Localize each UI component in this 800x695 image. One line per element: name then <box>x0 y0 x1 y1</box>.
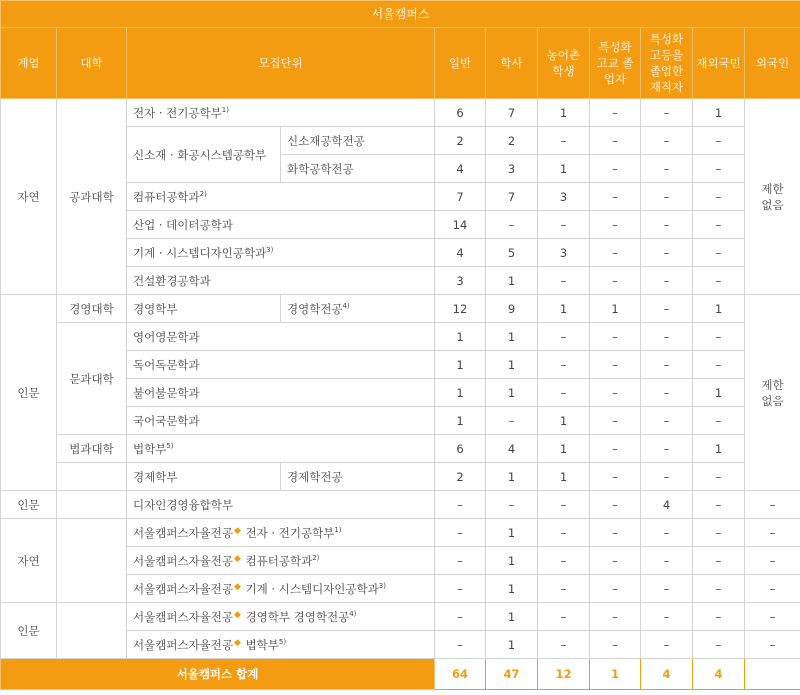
header-general: 일반 <box>435 28 486 99</box>
value-cell: 7 <box>486 99 538 127</box>
value-cell: 4 <box>641 491 693 519</box>
value-cell: – <box>538 631 590 659</box>
value-cell: 1 <box>486 603 538 631</box>
value-cell: – <box>435 547 486 575</box>
value-cell: – <box>538 323 590 351</box>
foreign-cell: 제한 없음 <box>745 99 800 295</box>
value-cell: – <box>693 631 745 659</box>
value-cell: – <box>538 519 590 547</box>
college-cell: 문과대학 <box>57 323 127 435</box>
value-cell: – <box>486 491 538 519</box>
unit-cell: 산업 · 데이터공학과 <box>127 211 435 239</box>
value-cell: – <box>641 127 693 155</box>
header-field: 계열 <box>1 28 57 99</box>
college-cell: 법과대학 <box>57 435 127 463</box>
value-cell: 2 <box>486 127 538 155</box>
value-cell: – <box>693 351 745 379</box>
value-cell: 1 <box>486 267 538 295</box>
field-cell: 인문 <box>1 603 57 659</box>
value-cell: 2 <box>435 463 486 491</box>
value-cell: – <box>590 491 641 519</box>
value-cell: – <box>641 295 693 323</box>
college-cell-empty <box>57 491 127 519</box>
unit-cell: 건설환경공학과 <box>127 267 435 295</box>
value-cell: – <box>641 155 693 183</box>
diamond-icon: ◆ <box>233 609 241 620</box>
value-cell: – <box>641 267 693 295</box>
header-bachelor: 학사 <box>486 28 538 99</box>
value-cell: – <box>435 519 486 547</box>
diamond-icon: ◆ <box>233 525 241 536</box>
value-cell: – <box>693 463 745 491</box>
value-cell: – <box>693 547 745 575</box>
value-cell: 4 <box>486 435 538 463</box>
table-row <box>1 435 800 463</box>
value-cell: 14 <box>435 211 486 239</box>
value-cell: – <box>693 183 745 211</box>
value-cell: 4 <box>435 239 486 267</box>
value-cell: – <box>590 351 641 379</box>
total-value: 4 <box>641 659 693 690</box>
value-cell: 1 <box>538 99 590 127</box>
unit-cell: 서울캠퍼스자율전공◆ 기계 · 시스템디자인공학과$^{3)}$ <box>127 575 435 603</box>
unit-cell: 기계 · 시스템디자인공학과$^{3)}$ <box>127 239 435 267</box>
value-cell: – <box>590 99 641 127</box>
foreign-cell: 제한 없음 <box>745 295 800 491</box>
value-cell: 1 <box>435 407 486 435</box>
value-cell: 1 <box>538 463 590 491</box>
header-rural: 농어촌 학생 <box>538 28 590 99</box>
value-cell: 4 <box>435 155 486 183</box>
value-cell: – <box>590 547 641 575</box>
total-value: 4 <box>693 659 745 690</box>
value-cell: – <box>435 631 486 659</box>
value-cell: 2 <box>435 127 486 155</box>
value-cell: – <box>641 407 693 435</box>
value-cell: 1 <box>693 99 745 127</box>
value-cell: – <box>745 547 800 575</box>
header-employed: 특성화 고등을 졸업한 재직자 <box>641 28 693 99</box>
value-cell: – <box>641 211 693 239</box>
value-cell: 1 <box>486 575 538 603</box>
unit-cell: 경제학부 <box>127 463 281 491</box>
value-cell: – <box>435 491 486 519</box>
value-cell: 3 <box>538 239 590 267</box>
value-cell: – <box>693 603 745 631</box>
field-cell: 자연 <box>1 519 57 603</box>
value-cell: – <box>590 379 641 407</box>
value-cell: – <box>641 575 693 603</box>
value-cell: 3 <box>538 183 590 211</box>
value-cell: – <box>435 603 486 631</box>
college-cell-empty <box>57 603 127 659</box>
value-cell: – <box>693 407 745 435</box>
value-cell: – <box>590 575 641 603</box>
value-cell: – <box>590 267 641 295</box>
unit-cell: 디자인경영융합학부 <box>127 491 435 519</box>
value-cell: – <box>538 575 590 603</box>
value-cell: 1 <box>486 463 538 491</box>
value-cell: – <box>745 519 800 547</box>
value-cell: – <box>641 603 693 631</box>
college-cell: 공과대학 <box>57 99 127 295</box>
value-cell: – <box>590 631 641 659</box>
value-cell: – <box>641 631 693 659</box>
value-cell: – <box>590 463 641 491</box>
table-title: 서울캠퍼스 <box>1 1 800 28</box>
college-cell-empty <box>57 463 127 491</box>
value-cell: – <box>641 547 693 575</box>
value-cell: – <box>486 407 538 435</box>
unit-cell: 경영학부 <box>127 295 281 323</box>
value-cell: 1 <box>538 435 590 463</box>
value-cell: – <box>538 547 590 575</box>
field-cell: 인문 <box>1 295 57 491</box>
unit-cell: 불어불문학과 <box>127 379 435 407</box>
value-cell: 1 <box>486 351 538 379</box>
value-cell: 1 <box>590 295 641 323</box>
header-foreign: 외국인 <box>745 28 800 99</box>
table-row <box>1 99 800 127</box>
table-row <box>1 519 800 547</box>
value-cell: 1 <box>486 547 538 575</box>
major-cell: 화학공학전공 <box>281 155 435 183</box>
table-row <box>1 323 800 351</box>
value-cell: 7 <box>486 183 538 211</box>
major-cell: 신소재공학전공 <box>281 127 435 155</box>
value-cell: – <box>693 155 745 183</box>
value-cell: – <box>538 491 590 519</box>
value-cell: – <box>590 323 641 351</box>
major-cell: 경영학전공$^{4)}$ <box>281 295 435 323</box>
value-cell: – <box>641 99 693 127</box>
value-cell: 9 <box>486 295 538 323</box>
value-cell: – <box>590 519 641 547</box>
table-row <box>1 295 800 323</box>
unit-cell: 서울캠퍼스자율전공◆ 경영학부 경영학전공$^{4)}$ <box>127 603 435 631</box>
value-cell: – <box>590 603 641 631</box>
diamond-icon: ◆ <box>233 553 241 564</box>
college-cell: 경영대학 <box>57 295 127 323</box>
value-cell: 1 <box>486 379 538 407</box>
value-cell: – <box>745 491 800 519</box>
unit-cell: 컴퓨터공학과$^{2)}$ <box>127 183 435 211</box>
value-cell: – <box>693 127 745 155</box>
field-cell: 인문 <box>1 491 57 519</box>
table-row <box>1 491 800 519</box>
value-cell: – <box>590 435 641 463</box>
value-cell: – <box>641 239 693 267</box>
unit-cell: 국어국문학과 <box>127 407 435 435</box>
value-cell: – <box>538 603 590 631</box>
value-cell: 6 <box>435 99 486 127</box>
value-cell: – <box>693 519 745 547</box>
value-cell: 1 <box>538 155 590 183</box>
value-cell: – <box>590 155 641 183</box>
diamond-icon: ◆ <box>233 581 241 592</box>
total-value: 1 <box>590 659 641 690</box>
value-cell: – <box>538 379 590 407</box>
value-cell: – <box>641 351 693 379</box>
unit-cell: 신소재 · 화공시스템공학부 <box>127 127 281 183</box>
unit-cell: 법학부$^{5)}$ <box>127 435 435 463</box>
field-cell: 자연 <box>1 99 57 295</box>
unit-cell: 영어영문학과 <box>127 323 435 351</box>
total-value: 12 <box>538 659 590 690</box>
table-row <box>1 603 800 631</box>
unit-cell: 독어독문학과 <box>127 351 435 379</box>
unit-cell: 서울캠퍼스자율전공◆ 법학부$^{5)}$ <box>127 631 435 659</box>
value-cell: – <box>641 519 693 547</box>
value-cell: – <box>538 211 590 239</box>
major-cell: 경제학전공 <box>281 463 435 491</box>
value-cell: – <box>693 575 745 603</box>
total-value: 47 <box>486 659 538 690</box>
value-cell: – <box>641 435 693 463</box>
unit-cell: 전자 · 전기공학부$^{1)}$ <box>127 99 435 127</box>
value-cell: 1 <box>435 351 486 379</box>
value-cell: 6 <box>435 435 486 463</box>
value-cell: 1 <box>538 407 590 435</box>
header-college: 대학 <box>57 28 127 99</box>
header-unit: 모집단위 <box>127 28 435 99</box>
table-row <box>1 463 800 491</box>
value-cell: – <box>590 183 641 211</box>
value-cell: 12 <box>435 295 486 323</box>
value-cell: – <box>693 239 745 267</box>
value-cell: 1 <box>435 323 486 351</box>
value-cell: 1 <box>486 519 538 547</box>
value-cell: – <box>745 575 800 603</box>
value-cell: – <box>641 463 693 491</box>
value-cell: 3 <box>486 155 538 183</box>
value-cell: – <box>486 211 538 239</box>
value-cell: – <box>693 491 745 519</box>
total-label: 서울캠퍼스 합계 <box>1 659 435 690</box>
value-cell: 1 <box>693 435 745 463</box>
value-cell: – <box>538 267 590 295</box>
total-value-empty <box>745 659 800 690</box>
value-cell: – <box>590 407 641 435</box>
value-cell: – <box>641 183 693 211</box>
header-vocational: 특성화 고교 졸업자 <box>590 28 641 99</box>
value-cell: – <box>693 267 745 295</box>
value-cell: – <box>538 127 590 155</box>
value-cell: 5 <box>486 239 538 267</box>
value-cell: 3 <box>435 267 486 295</box>
value-cell: – <box>590 127 641 155</box>
value-cell: – <box>538 351 590 379</box>
value-cell: – <box>693 323 745 351</box>
value-cell: – <box>745 603 800 631</box>
diamond-icon: ◆ <box>233 637 241 648</box>
header-overseas: 재외국민 <box>693 28 745 99</box>
unit-cell: 서울캠퍼스자율전공◆ 컴퓨터공학과$^{2)}$ <box>127 547 435 575</box>
value-cell: – <box>693 211 745 239</box>
value-cell: – <box>641 379 693 407</box>
total-value: 64 <box>435 659 486 690</box>
value-cell: – <box>435 575 486 603</box>
college-cell-empty <box>57 519 127 603</box>
value-cell: 1 <box>486 323 538 351</box>
value-cell: 7 <box>435 183 486 211</box>
value-cell: 1 <box>538 295 590 323</box>
unit-cell: 서울캠퍼스자율전공◆ 전자 · 전기공학부$^{1)}$ <box>127 519 435 547</box>
value-cell: 1 <box>693 295 745 323</box>
total-row <box>1 659 800 690</box>
value-cell: 1 <box>435 379 486 407</box>
value-cell: 1 <box>486 631 538 659</box>
value-cell: – <box>590 239 641 267</box>
value-cell: – <box>745 631 800 659</box>
value-cell: 1 <box>693 379 745 407</box>
value-cell: – <box>641 323 693 351</box>
value-cell: – <box>590 211 641 239</box>
